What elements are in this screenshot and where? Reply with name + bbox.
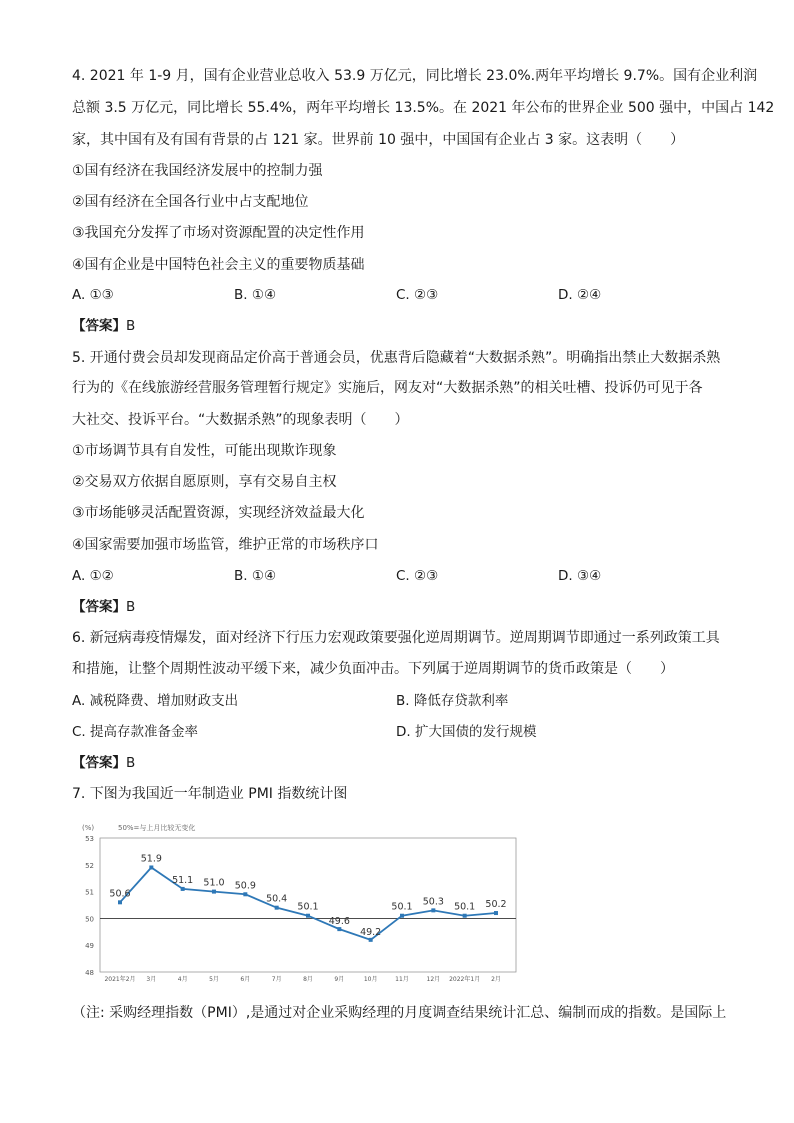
q4-option-b: B. ①④: [234, 287, 277, 303]
pmi-point: [275, 906, 279, 910]
x-tick-label: 5月: [209, 976, 219, 983]
q4-stem-line: 总额 3.5 万亿元，同比增长 55.4%，两年平均增长 13.5%。在 2021 年公布的世界企业 500 强中，中国占 142: [72, 100, 775, 116]
x-axis-labels: [104, 975, 500, 983]
pmi-point: [400, 914, 404, 918]
pmi-data-label: 50.3: [422, 896, 444, 908]
answer-value: B: [126, 755, 136, 771]
pmi-data-label: 50.6: [109, 888, 131, 900]
q6-option-c: C. 提高存款准备金率: [72, 724, 199, 740]
pmi-chart-svg: [80, 818, 520, 990]
pmi-data-label: 49.2: [360, 926, 382, 938]
pmi-point: [118, 900, 122, 904]
chart-ylabel: (%): [82, 824, 95, 832]
pmi-point: [181, 887, 185, 891]
x-tick-label: 6月: [240, 976, 251, 983]
q5-option-c: C. ②③: [396, 568, 439, 584]
x-tick-label: 2021年2月: [104, 976, 136, 983]
q4-option-d: D. ②④: [558, 287, 602, 303]
q5-stem-line: 行为的《在线旅游经营服务管理暂行规定》实施后，网友对“大数据杀熟”的相关吐槽、投诉仍可见于各: [72, 380, 703, 396]
q6-option-a: A. 减税降费、增加财政支出: [72, 693, 239, 709]
q5-stem-line: 大社交、投诉平台。“大数据杀熟”的现象表明（ ）: [72, 412, 409, 428]
pmi-point: [463, 914, 467, 918]
pmi-data-label: 51.1: [172, 874, 194, 886]
pmi-data-label: 50.1: [454, 901, 476, 913]
y-tick-label: 48: [85, 969, 94, 977]
x-tick-label: 8月: [303, 976, 313, 983]
pmi-point: [494, 911, 498, 915]
q4-stem-line: 家，其中国有及有国有背景的占 121 家。世界前 10 强中，中国国有企业占 3 家。这表明（ ）: [72, 132, 685, 148]
pmi-point: [306, 914, 310, 918]
pmi-point: [369, 938, 373, 942]
q5-answer: [72, 597, 135, 617]
q5-statement: ④国家需要加强市场监管，维护正常的市场秩序口: [72, 537, 379, 553]
q5-statement: ①市场调节具有自发性，可能出现欺诈现象: [72, 443, 337, 459]
pmi-point: [243, 892, 247, 896]
pmi-data-label: 51.9: [140, 853, 162, 865]
q4-answer: [72, 316, 135, 336]
x-tick-label: 9月: [334, 976, 345, 983]
pmi-chart: [80, 818, 520, 990]
answer-tag: 【答案】: [72, 599, 126, 615]
q4-statement: ②国有经济在全国各行业中占支配地位: [72, 194, 309, 210]
q6-answer: [72, 753, 135, 773]
answer-value: B: [126, 599, 136, 615]
pmi-data-label: 50.2: [485, 899, 507, 911]
q4-statement: ③我国充分发挥了市场对资源配置的决定性作用: [72, 225, 365, 241]
pmi-data-label: 50.9: [234, 880, 256, 892]
y-tick-label: 49: [85, 942, 94, 951]
q5-statement: ③市场能够灵活配置资源，实现经济效益最大化: [72, 505, 365, 521]
x-tick-label: 2022年1月: [449, 976, 481, 983]
q7-note: （注: 采购经理指数（PMI）,是通过对企业采购经理的月度调查结果统计汇总、编制而成的指数。是国际上: [72, 1005, 727, 1021]
chart-subtitle: 50%=与上月比较无变化: [118, 824, 196, 832]
q6-stem-line: 和措施，让整个周期性波动平缓下来，减少负面冲击。下列属于逆周期调节的货币政策是（ ）: [72, 661, 674, 677]
q5-option-a: A. ①②: [72, 568, 114, 584]
pmi-data-label: 49.6: [328, 916, 350, 928]
x-tick-label: 2月: [491, 976, 501, 983]
q4-statement: ④国有企业是中国特色社会主义的重要物质基础: [72, 257, 365, 273]
x-tick-label: 4月: [177, 976, 188, 983]
pmi-data-label: 50.1: [391, 901, 413, 913]
x-tick-label: 7月: [271, 976, 282, 983]
y-tick-label: 52: [85, 861, 94, 870]
pmi-data-label: 50.1: [297, 901, 319, 913]
q6-option-b: B. 降低存贷款利率: [396, 693, 509, 709]
q4-option-c: C. ②③: [396, 287, 439, 303]
q6-stem-line: 6. 新冠病毒疫情爆发，面对经济下行压力宏观政策要强化逆周期调节。逆周期调节即通过一系列政策工具: [72, 630, 720, 646]
pmi-point: [212, 890, 216, 894]
pmi-point: [149, 865, 153, 869]
q5-option-d: D. ③④: [558, 568, 602, 584]
answer-tag: 【答案】: [72, 755, 126, 771]
q5-statement: ②交易双方依据自愿原则，享有交易自主权: [72, 474, 337, 490]
q6-option-d: D. 扩大国债的发行规模: [396, 724, 537, 740]
y-tick-label: 50: [85, 915, 94, 924]
q4-option-a: A. ①③: [72, 287, 114, 303]
pmi-point: [431, 908, 435, 912]
y-tick-label: 51: [85, 888, 94, 897]
y-axis-ticks: [85, 835, 94, 977]
answer-tag: 【答案】: [72, 318, 126, 334]
pmi-data-label: 51.0: [203, 877, 225, 889]
x-tick-label: 12月: [426, 976, 441, 983]
pmi-point: [337, 927, 341, 931]
pmi-data-labels: [109, 853, 506, 937]
q5-stem-line: 5. 开通付费会员却发现商品定价高于普通会员，优惠背后隐藏着“大数据杀熟”。明确指出禁止大数据杀熟: [72, 350, 721, 366]
y-tick-label: 53: [85, 835, 94, 843]
q4-statement: ①国有经济在我国经济发展中的控制力强: [72, 163, 323, 179]
x-tick-label: 11月: [395, 976, 409, 983]
q7-stem-line: 7. 下图为我国近一年制造业 PMI 指数统计图: [72, 786, 348, 802]
x-tick-label: 10月: [363, 976, 378, 983]
x-tick-label: 3月: [146, 976, 157, 983]
q5-option-b: B. ①④: [234, 568, 277, 584]
pmi-data-label: 50.4: [266, 893, 288, 905]
answer-value: B: [126, 318, 136, 334]
q4-stem-line: 4. 2021 年 1-9 月，国有企业营业总收入 53.9 万亿元，同比增长 23.0%.两年平均增长 9.7%。国有企业利润: [72, 68, 758, 84]
